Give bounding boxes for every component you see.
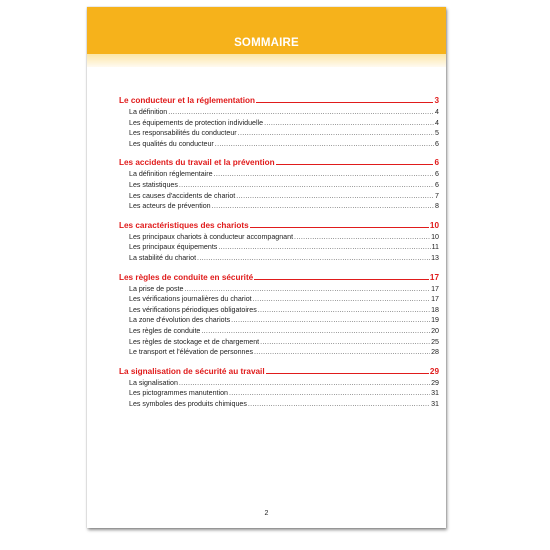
toc-section bbox=[119, 220, 439, 264]
item-page-number: 4 bbox=[435, 108, 439, 116]
toc-section bbox=[119, 157, 439, 211]
toc-item[interactable] bbox=[119, 191, 439, 202]
page-title: SOMMAIRE bbox=[234, 37, 299, 49]
item-page-number: 6 bbox=[435, 180, 439, 189]
leader-line bbox=[266, 373, 429, 374]
item-page-number: 25 bbox=[431, 337, 439, 346]
toc-item[interactable] bbox=[119, 201, 439, 212]
item-page-number: 6 bbox=[435, 170, 439, 179]
toc-item[interactable] bbox=[119, 399, 439, 410]
section-title: Les accidents du travail et la prévention bbox=[119, 158, 275, 168]
item-label: Les règles de stockage et de chargement bbox=[129, 337, 260, 346]
toc-item[interactable] bbox=[119, 305, 439, 316]
item-label: Les responsabilités du conducteur bbox=[129, 129, 237, 138]
toc-item[interactable] bbox=[119, 128, 439, 139]
item-label: Les vérifications journalières du chariot bbox=[129, 295, 252, 304]
toc-section-heading[interactable] bbox=[119, 95, 439, 107]
leader-dots bbox=[201, 326, 430, 337]
leader-line bbox=[254, 279, 429, 280]
item-page-number: 13 bbox=[431, 253, 439, 262]
item-page-number: 31 bbox=[431, 389, 439, 398]
toc-item[interactable] bbox=[119, 388, 439, 399]
leader-line bbox=[256, 102, 433, 103]
item-page-number: 8 bbox=[435, 202, 439, 211]
leader-dots bbox=[197, 253, 430, 264]
item-label: La définition réglementaire bbox=[129, 170, 213, 179]
toc-item[interactable] bbox=[119, 232, 439, 243]
leader-dots bbox=[179, 180, 434, 191]
item-label: Les principaux chariots à conducteur accompagnant bbox=[129, 232, 294, 241]
toc-item[interactable] bbox=[119, 315, 439, 326]
item-label: Les pictogrammes manutention bbox=[129, 389, 228, 398]
leader-dots bbox=[215, 139, 434, 150]
toc-item[interactable] bbox=[119, 139, 439, 150]
item-label: Les qualités du conducteur bbox=[129, 139, 214, 148]
item-page-number: 28 bbox=[431, 348, 439, 357]
item-label: La stabilité du chariot bbox=[129, 253, 197, 262]
section-page-number: 29 bbox=[429, 366, 439, 376]
toc-item[interactable] bbox=[119, 118, 439, 129]
section-title: Le conducteur et la réglementation bbox=[119, 96, 256, 105]
item-label: Les principaux équipements bbox=[129, 243, 218, 252]
section-title: Les règles de conduite en sécurité bbox=[119, 272, 254, 282]
leader-dots bbox=[168, 107, 434, 118]
item-page-number: 10 bbox=[431, 232, 439, 241]
item-label: Les règles de conduite bbox=[129, 326, 201, 335]
item-page-number: 18 bbox=[431, 305, 439, 314]
toc-item[interactable] bbox=[119, 326, 439, 337]
item-label: Les acteurs de prévention bbox=[129, 202, 211, 211]
toc-item[interactable] bbox=[119, 107, 439, 118]
toc-section bbox=[119, 272, 439, 358]
leader-dots bbox=[258, 305, 430, 316]
leader-dots bbox=[212, 201, 434, 212]
item-label: Les causes d'accidents de chariot bbox=[129, 191, 236, 200]
header-stripe bbox=[87, 54, 446, 67]
item-label: Les statistiques bbox=[129, 180, 178, 189]
leader-dots bbox=[214, 169, 434, 180]
document-page bbox=[87, 7, 446, 528]
item-page-number: 6 bbox=[435, 139, 439, 148]
toc-item[interactable] bbox=[119, 242, 439, 253]
leader-dots bbox=[264, 118, 434, 129]
toc-section-heading[interactable] bbox=[119, 272, 439, 284]
item-label: La signalisation bbox=[129, 378, 178, 387]
item-label: La prise de poste bbox=[129, 284, 184, 293]
item-label: Les équipements de protection individuelle bbox=[129, 118, 264, 127]
toc-item[interactable] bbox=[119, 337, 439, 348]
toc-section bbox=[119, 366, 439, 410]
table-of-contents bbox=[119, 95, 439, 417]
toc-section-heading[interactable] bbox=[119, 366, 439, 378]
leader-dots bbox=[253, 294, 430, 305]
section-page-number: 10 bbox=[429, 220, 439, 230]
item-page-number: 20 bbox=[431, 326, 439, 335]
item-label: La zone d'évolution des chariots bbox=[129, 316, 231, 325]
item-page-number: 7 bbox=[435, 191, 439, 200]
section-title: La signalisation de sécurité au travail bbox=[119, 366, 265, 376]
leader-dots bbox=[184, 284, 430, 295]
leader-dots bbox=[179, 378, 430, 389]
section-page-number: 6 bbox=[434, 158, 439, 168]
item-page-number: 11 bbox=[431, 243, 439, 252]
leader-dots bbox=[238, 128, 434, 139]
item-page-number: 19 bbox=[431, 316, 439, 325]
toc-item[interactable] bbox=[119, 284, 439, 295]
item-label: Les symboles des produits chimiques bbox=[129, 399, 247, 408]
toc-section-heading[interactable] bbox=[119, 220, 439, 232]
leader-dots bbox=[248, 399, 430, 410]
toc-section bbox=[119, 95, 439, 149]
page-number: 2 bbox=[264, 510, 269, 517]
item-page-number: 29 bbox=[431, 378, 439, 387]
leader-dots bbox=[260, 337, 430, 348]
leader-dots bbox=[236, 191, 434, 202]
item-page-number: 17 bbox=[431, 284, 439, 293]
toc-item[interactable] bbox=[119, 180, 439, 191]
item-label: Le transport et l'élévation de personnes bbox=[129, 348, 253, 357]
item-label: La définition bbox=[129, 108, 168, 116]
item-label: Les vérifications périodiques obligatoires bbox=[129, 305, 257, 314]
leader-dots bbox=[218, 242, 430, 253]
leader-line bbox=[250, 227, 429, 228]
toc-section-heading[interactable] bbox=[119, 157, 439, 169]
leader-dots bbox=[254, 347, 430, 358]
leader-dots bbox=[294, 232, 430, 243]
item-page-number: 31 bbox=[431, 399, 439, 408]
item-page-number: 17 bbox=[431, 295, 439, 304]
section-page-number: 17 bbox=[429, 272, 439, 282]
leader-line bbox=[276, 164, 434, 165]
leader-dots bbox=[229, 388, 430, 399]
toc-item[interactable] bbox=[119, 169, 439, 180]
item-page-number: 5 bbox=[435, 129, 439, 138]
section-title: Les caractéristiques des chariots bbox=[119, 220, 249, 230]
section-page-number: 3 bbox=[434, 96, 439, 105]
leader-dots bbox=[231, 315, 430, 326]
toc-item[interactable] bbox=[119, 253, 439, 264]
item-page-number: 4 bbox=[435, 118, 439, 127]
toc-item[interactable] bbox=[119, 347, 439, 358]
toc-item[interactable] bbox=[119, 294, 439, 305]
toc-item[interactable] bbox=[119, 378, 439, 389]
